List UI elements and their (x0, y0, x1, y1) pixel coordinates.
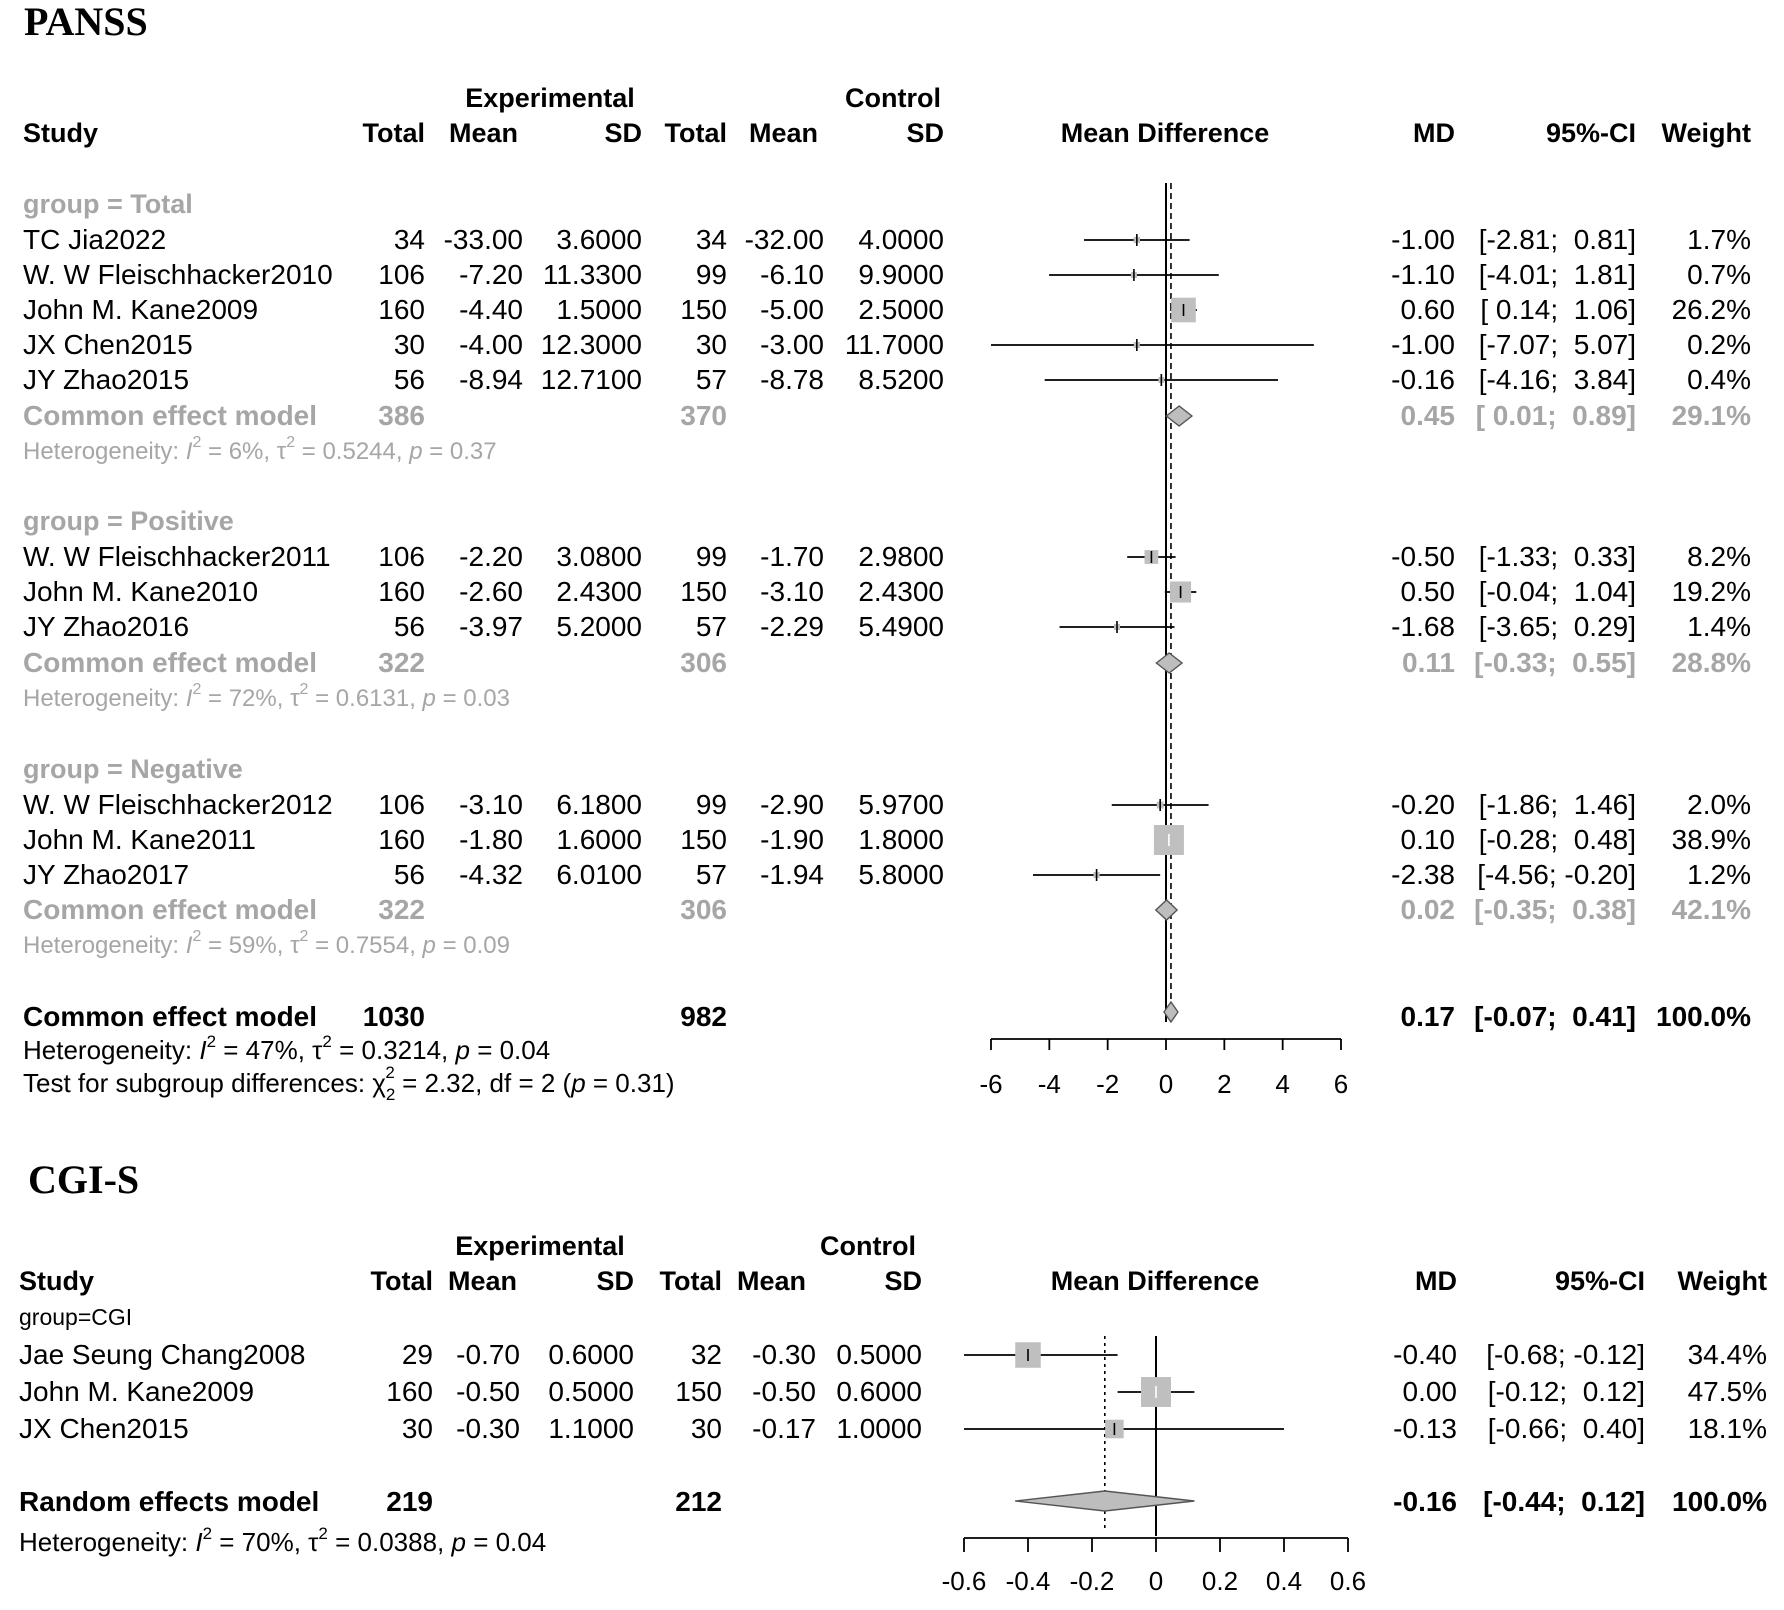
het-p: p (451, 1527, 466, 1557)
ctl-mean: -3.00 (760, 329, 824, 360)
het-tau-sup: 2 (286, 434, 296, 451)
pooled-exp-total: 386 (378, 400, 425, 431)
ctl-mean: -0.30 (752, 1339, 816, 1370)
x-axis-tick-label: 0.4 (1265, 1566, 1303, 1596)
exp-sd: 1.5000 (556, 294, 642, 325)
test-p: p (571, 1068, 586, 1098)
het-c: = 0.03 (435, 685, 510, 712)
het-a: = 47%, τ (216, 1035, 323, 1065)
overall-md: 0.17 (1400, 1001, 1455, 1032)
pooled-ctl-total: 306 (680, 647, 727, 678)
study-name: John M. Kane2010 (23, 576, 259, 607)
overall-heterogeneity-text (19, 1524, 546, 1557)
exp-sd: 1.6000 (556, 824, 642, 855)
exp-sd: 11.3300 (542, 259, 642, 290)
study-name: JY Zhao2017 (23, 859, 190, 890)
header-study: Study (23, 118, 99, 148)
overall-md: -0.16 (1393, 1486, 1457, 1517)
overall-exp-total: 1030 (362, 1001, 425, 1032)
header-ctl-mean: Mean (737, 1266, 807, 1296)
pooled-ci: [-0.35; 0.38] (1474, 894, 1636, 925)
pooled-weight: 28.8% (1671, 647, 1751, 678)
ctl-total: 57 (695, 859, 727, 890)
overall-label: Random effects model (19, 1486, 320, 1517)
het-tau-sup: 2 (299, 928, 309, 945)
panss-forest-plot (979, 183, 1348, 1099)
exp-total: 160 (378, 294, 425, 325)
exp-mean: -1.80 (459, 824, 523, 855)
pooled-weight: 42.1% (1671, 894, 1751, 925)
group-label: group=CGI (19, 1304, 133, 1330)
ctl-mean: -2.90 (760, 789, 824, 820)
ctl-total: 150 (680, 824, 727, 855)
ci-value: [-2.81; 0.81] (1478, 224, 1636, 255)
weight-value: 8.2% (1687, 541, 1751, 572)
het-i-sup: 2 (202, 1524, 213, 1543)
exp-sd: 6.0100 (556, 859, 642, 890)
het-i-sup: 2 (192, 681, 202, 698)
weight-value: 47.5% (1687, 1376, 1767, 1407)
exp-total: 29 (401, 1339, 433, 1370)
heterogeneity-text (23, 928, 510, 959)
overall-ctl-total: 212 (675, 1486, 722, 1517)
exp-sd: 12.3000 (540, 329, 642, 360)
heterogeneity-text (23, 434, 497, 465)
het-c: = 0.09 (435, 932, 510, 959)
header-exp-mean: Mean (448, 1266, 518, 1296)
exp-total: 56 (393, 364, 425, 395)
ci-value: [ 0.14; 1.06] (1480, 294, 1636, 325)
ctl-total: 99 (695, 541, 727, 572)
x-axis-tick-label: -0.4 (1005, 1566, 1051, 1596)
exp-mean: -3.97 (459, 611, 523, 642)
het-b: = 0.6131, (308, 685, 423, 712)
header-ci: 95%-CI (1554, 1266, 1645, 1296)
header-exp-total: Total (362, 118, 425, 148)
test-pre: Test for subgroup differences: χ (23, 1068, 386, 1098)
het-i-sup: 2 (192, 434, 202, 451)
ctl-sd: 1.0000 (836, 1413, 922, 1444)
cgis-panel (19, 1157, 1767, 1596)
table-row (23, 824, 1751, 855)
header-exp-total: Total (370, 1266, 433, 1296)
x-axis-tick-label: 0.6 (1329, 1566, 1367, 1596)
exp-mean: -4.00 (459, 329, 523, 360)
overall-ci: [-0.07; 0.41] (1474, 1001, 1636, 1032)
weight-value: 0.2% (1687, 329, 1751, 360)
md-value: -0.50 (1391, 541, 1455, 572)
panss-panel (23, 0, 1751, 1104)
header-study: Study (19, 1266, 95, 1296)
subgroup-pooled-row (23, 894, 1751, 925)
weight-value: 1.2% (1687, 859, 1751, 890)
het-p: p (422, 932, 436, 959)
het-i: I (185, 438, 193, 465)
exp-total: 106 (378, 789, 425, 820)
het-i-sup: 2 (192, 928, 202, 945)
exp-sd: 3.0800 (556, 541, 642, 572)
table-row (23, 859, 1751, 890)
md-value: -1.68 (1391, 611, 1455, 642)
x-axis-tick-label: 0.2 (1201, 1566, 1239, 1596)
ctl-sd: 5.9700 (858, 789, 944, 820)
weight-value: 34.4% (1687, 1339, 1767, 1370)
exp-total: 30 (401, 1413, 433, 1444)
exp-total: 160 (378, 824, 425, 855)
het-p: p (409, 438, 423, 465)
exp-mean: -0.70 (456, 1339, 520, 1370)
subgroup-diamond (1166, 406, 1192, 426)
table-row (23, 294, 1751, 325)
exp-sd: 5.2000 (556, 611, 642, 642)
overall-exp-total: 219 (386, 1486, 433, 1517)
het-c: = 0.04 (469, 1035, 551, 1065)
exp-total: 56 (393, 611, 425, 642)
md-value: -1.10 (1391, 259, 1455, 290)
exp-mean: -4.32 (459, 859, 523, 890)
ctl-mean: -3.10 (760, 576, 824, 607)
test-sub: 2 (385, 1085, 396, 1104)
ci-value: [-0.66; 0.40] (1487, 1413, 1645, 1444)
pooled-ctl-total: 306 (680, 894, 727, 925)
header-weight: Weight (1677, 1266, 1767, 1296)
ctl-mean: -5.00 (760, 294, 824, 325)
het-a: = 72%, τ (201, 685, 300, 712)
header-control: Control (845, 83, 941, 113)
table-row (23, 611, 1751, 642)
het-i: I (185, 685, 193, 712)
study-name: JY Zhao2015 (23, 364, 190, 395)
header-mean-difference: Mean Difference (1060, 118, 1270, 148)
ctl-total: 99 (695, 789, 727, 820)
md-value: -0.40 (1393, 1339, 1457, 1370)
ctl-sd: 4.0000 (858, 224, 944, 255)
x-axis-tick-label: -0.6 (941, 1566, 987, 1596)
test-sup: 2 (385, 1063, 395, 1082)
group-label: group = Negative (23, 754, 243, 784)
md-value: -2.38 (1391, 859, 1455, 890)
exp-sd: 1.1000 (548, 1413, 634, 1444)
study-name: JX Chen2015 (19, 1413, 189, 1444)
ctl-sd: 2.4300 (858, 576, 944, 607)
subgroup-pooled-row (23, 400, 1751, 431)
ctl-sd: 0.6000 (836, 1376, 922, 1407)
pooled-exp-total: 322 (378, 647, 425, 678)
md-value: -1.00 (1391, 224, 1455, 255)
ctl-sd: 1.8000 (858, 824, 944, 855)
ctl-sd: 8.5200 (858, 364, 944, 395)
ctl-total: 57 (695, 611, 727, 642)
header-md: MD (1415, 1266, 1457, 1296)
weight-value: 1.7% (1687, 224, 1751, 255)
ci-value: [-1.33; 0.33] (1478, 541, 1636, 572)
ci-value: [-7.07; 5.07] (1478, 329, 1636, 360)
ctl-mean: -32.00 (744, 224, 824, 255)
het-i-sup: 2 (206, 1032, 217, 1051)
exp-total: 56 (393, 859, 425, 890)
het-i: I (195, 1527, 203, 1557)
pooled-label: Common effect model (23, 400, 318, 431)
pooled-ci: [-0.33; 0.55] (1474, 647, 1636, 678)
x-axis-tick-label: -0.2 (1069, 1566, 1115, 1596)
weight-value: 26.2% (1671, 294, 1751, 325)
x-axis-tick-label: -2 (1096, 1069, 1120, 1099)
table-row (23, 224, 1751, 255)
md-value: 0.60 (1400, 294, 1455, 325)
ctl-total: 34 (695, 224, 727, 255)
weight-value: 38.9% (1671, 824, 1751, 855)
exp-mean: -33.00 (443, 224, 523, 255)
ctl-total: 30 (695, 329, 727, 360)
table-row (19, 1376, 1767, 1407)
ctl-total: 32 (690, 1339, 722, 1370)
study-name: TC Jia2022 (23, 224, 167, 255)
het-c: = 0.04 (465, 1527, 547, 1557)
md-value: 0.00 (1402, 1376, 1457, 1407)
x-axis-tick-label: 0 (1148, 1566, 1164, 1596)
pooled-ci: [ 0.01; 0.89] (1475, 400, 1636, 431)
ci-value: [-1.86; 1.46] (1478, 789, 1636, 820)
header-ctl-mean: Mean (749, 118, 819, 148)
ctl-mean: -1.94 (760, 859, 824, 890)
header-ci: 95%-CI (1545, 118, 1636, 148)
het-p: p (455, 1035, 470, 1065)
het-pre: Heterogeneity: (23, 1035, 200, 1065)
het-pre: Heterogeneity: (23, 932, 186, 959)
md-value: -0.20 (1391, 789, 1455, 820)
exp-sd: 12.7100 (540, 364, 642, 395)
exp-mean: -0.50 (456, 1376, 520, 1407)
ctl-sd: 2.9800 (858, 541, 944, 572)
weight-value: 0.7% (1687, 259, 1751, 290)
header-ctl-sd: SD (884, 1266, 922, 1296)
overall-weight: 100.0% (1672, 1486, 1767, 1517)
group-label: group = Positive (23, 506, 234, 536)
table-row (23, 576, 1751, 607)
ctl-total: 57 (695, 364, 727, 395)
study-name: John M. Kane2011 (23, 824, 256, 855)
ctl-sd: 9.9000 (858, 259, 944, 290)
exp-mean: -3.10 (459, 789, 523, 820)
study-name: W. W Fleischhacker2010 (23, 259, 333, 290)
ctl-total: 30 (690, 1413, 722, 1444)
pooled-weight: 29.1% (1671, 400, 1751, 431)
ctl-mean: -0.50 (752, 1376, 816, 1407)
exp-sd: 3.6000 (556, 224, 642, 255)
md-value: -0.13 (1393, 1413, 1457, 1444)
x-axis-tick-label: -6 (979, 1069, 1003, 1099)
study-name: Jae Seung Chang2008 (19, 1339, 306, 1370)
het-pre: Heterogeneity: (19, 1527, 196, 1557)
overall-pooled-row (23, 1001, 1751, 1032)
ctl-mean: -1.70 (760, 541, 824, 572)
ctl-mean: -0.17 (752, 1413, 816, 1444)
het-p: p (422, 685, 436, 712)
ctl-total: 150 (680, 294, 727, 325)
study-name: JY Zhao2016 (23, 611, 190, 642)
exp-total: 160 (378, 576, 425, 607)
ci-value: [-0.04; 1.04] (1478, 576, 1636, 607)
ctl-mean: -8.78 (760, 364, 824, 395)
exp-mean: -7.20 (459, 259, 523, 290)
panel-title-cgis: CGI-S (28, 1157, 140, 1202)
md-value: 0.10 (1400, 824, 1455, 855)
ci-value: [-4.56; -0.20] (1477, 859, 1636, 890)
study-name: W. W Fleischhacker2012 (23, 789, 333, 820)
ctl-total: 150 (680, 576, 727, 607)
exp-mean: -0.30 (456, 1413, 520, 1444)
pooled-md: 0.45 (1400, 400, 1455, 431)
table-row (23, 541, 1751, 572)
het-b: = 0.5244, (295, 438, 410, 465)
subgroup-test-text (23, 1063, 675, 1104)
ci-value: [-4.01; 1.81] (1478, 259, 1636, 290)
exp-mean: -4.40 (459, 294, 523, 325)
test-a: = 2.32, df = 2 ( (394, 1068, 572, 1098)
weight-value: 18.1% (1687, 1413, 1767, 1444)
table-row (23, 329, 1751, 360)
exp-sd: 6.1800 (556, 789, 642, 820)
cgis-forest-plot (942, 1336, 1366, 1596)
study-name: John M. Kane2009 (19, 1376, 255, 1407)
exp-sd: 2.4300 (556, 576, 642, 607)
het-a: = 70%, τ (212, 1527, 319, 1557)
overall-label: Common effect model (23, 1001, 318, 1032)
het-tau-sup: 2 (322, 1032, 332, 1051)
weight-value: 2.0% (1687, 789, 1751, 820)
exp-total: 106 (378, 259, 425, 290)
het-b: = 0.7554, (308, 932, 423, 959)
x-axis-tick-label: 6 (1333, 1069, 1349, 1099)
md-value: 0.50 (1400, 576, 1455, 607)
header-ctl-total: Total (659, 1266, 722, 1296)
header-ctl-total: Total (664, 118, 727, 148)
het-tau-sup: 2 (318, 1524, 328, 1543)
het-a: = 59%, τ (201, 932, 300, 959)
ctl-total: 150 (675, 1376, 722, 1407)
x-axis-tick-label: 0 (1158, 1069, 1174, 1099)
exp-sd: 0.6000 (548, 1339, 634, 1370)
table-row (19, 1413, 1767, 1444)
ctl-mean: -6.10 (760, 259, 824, 290)
ci-value: [-0.68; -0.12] (1486, 1339, 1645, 1370)
header-exp-sd: SD (604, 118, 642, 148)
het-b: = 0.3214, (331, 1035, 456, 1065)
exp-sd: 0.5000 (548, 1376, 634, 1407)
ctl-sd: 5.8000 (858, 859, 944, 890)
header-exp-sd: SD (596, 1266, 634, 1296)
het-b: = 0.0388, (327, 1527, 452, 1557)
weight-value: 0.4% (1687, 364, 1751, 395)
het-pre: Heterogeneity: (23, 438, 186, 465)
pooled-label: Common effect model (23, 894, 318, 925)
x-axis-tick-label: 4 (1275, 1069, 1290, 1099)
exp-mean: -2.20 (459, 541, 523, 572)
study-name: W. W Fleischhacker2011 (23, 541, 331, 572)
ctl-sd: 5.4900 (858, 611, 944, 642)
table-row (23, 789, 1751, 820)
subgroup-diamond (1156, 653, 1182, 673)
panel-title-panss: PANSS (24, 0, 148, 44)
table-row (23, 364, 1751, 395)
header-experimental: Experimental (455, 1231, 625, 1261)
het-a: = 6%, τ (201, 438, 287, 465)
exp-total: 106 (378, 541, 425, 572)
subgroup-pooled-row (23, 647, 1751, 678)
pooled-exp-total: 322 (378, 894, 425, 925)
header-mean-difference: Mean Difference (1050, 1266, 1260, 1296)
ci-value: [-0.28; 0.48] (1478, 824, 1636, 855)
header-control: Control (820, 1231, 916, 1261)
ci-value: [-4.16; 3.84] (1478, 364, 1636, 395)
overall-heterogeneity-text (23, 1032, 550, 1065)
pooled-md: 0.02 (1400, 894, 1455, 925)
x-axis-tick-label: 2 (1217, 1069, 1232, 1099)
het-i: I (199, 1035, 207, 1065)
exp-total: 34 (393, 224, 425, 255)
header-exp-mean: Mean (449, 118, 519, 148)
exp-total: 160 (386, 1376, 433, 1407)
heterogeneity-text (23, 681, 510, 712)
ctl-mean: -2.29 (760, 611, 824, 642)
overall-ci: [-0.44; 0.12] (1483, 1486, 1645, 1517)
weight-value: 19.2% (1671, 576, 1751, 607)
table-row (19, 1339, 1767, 1370)
ctl-sd: 2.5000 (858, 294, 944, 325)
het-pre: Heterogeneity: (23, 685, 186, 712)
overall-pooled-row (19, 1486, 1767, 1517)
md-value: -0.16 (1391, 364, 1455, 395)
ctl-sd: 11.7000 (844, 329, 944, 360)
test-b: = 0.31) (585, 1068, 675, 1098)
overall-weight: 100.0% (1656, 1001, 1751, 1032)
subgroup-diamond (1156, 900, 1177, 920)
het-tau-sup: 2 (299, 681, 309, 698)
het-c: = 0.37 (422, 438, 497, 465)
table-row (23, 259, 1751, 290)
ctl-total: 99 (695, 259, 727, 290)
header-md: MD (1413, 118, 1455, 148)
overall-diamond (1015, 1491, 1194, 1511)
header-ctl-sd: SD (906, 118, 944, 148)
pooled-md: 0.11 (1402, 647, 1455, 678)
exp-mean: -2.60 (459, 576, 523, 607)
ci-value: [-0.12; 0.12] (1487, 1376, 1645, 1407)
het-i: I (185, 932, 193, 959)
x-axis-tick-label: -4 (1037, 1069, 1061, 1099)
group-label: group = Total (23, 189, 193, 219)
ctl-sd: 0.5000 (836, 1339, 922, 1370)
overall-ctl-total: 982 (680, 1001, 727, 1032)
header-experimental: Experimental (465, 83, 635, 113)
md-value: -1.00 (1391, 329, 1455, 360)
ci-value: [-3.65; 0.29] (1478, 611, 1636, 642)
pooled-ctl-total: 370 (680, 400, 727, 431)
header-weight: Weight (1661, 118, 1751, 148)
study-name: JX Chen2015 (23, 329, 193, 360)
study-name: John M. Kane2009 (23, 294, 259, 325)
exp-mean: -8.94 (459, 364, 523, 395)
ctl-mean: -1.90 (760, 824, 824, 855)
exp-total: 30 (393, 329, 425, 360)
pooled-label: Common effect model (23, 647, 318, 678)
weight-value: 1.4% (1687, 611, 1751, 642)
